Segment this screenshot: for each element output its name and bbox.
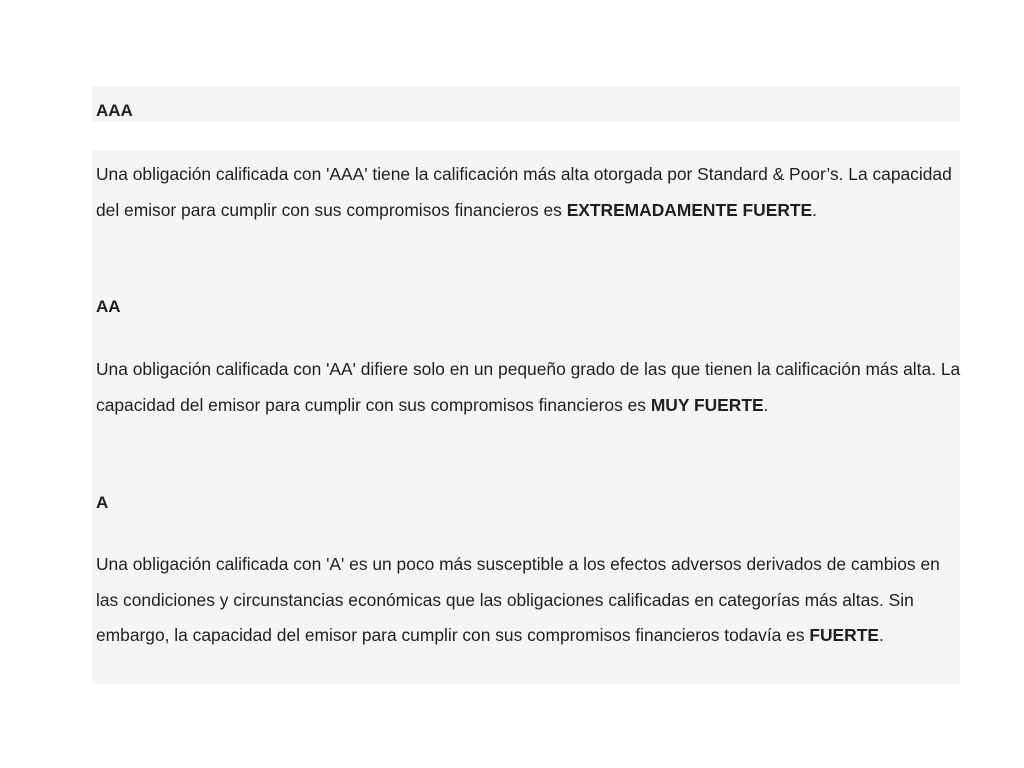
strength-emphasis: MUY FUERTE — [650, 394, 764, 415]
rating-description-a — [96, 547, 966, 654]
rating-description-aaa — [96, 157, 966, 228]
rating-description-aa — [96, 352, 966, 423]
description-text: Una obligación calificada con 'AAA' tiene la calificación más alta otorgada por Standard & Poor’s. La capacidad del emisor para cumplir con sus compromisos financieros es — [96, 164, 952, 220]
heading-band-aaa — [92, 86, 960, 122]
rating-heading-aaa: AAA — [96, 101, 133, 120]
strength-emphasis: FUERTE — [809, 625, 879, 645]
description-text: Una obligación calificada con 'AA' difiere solo en un pequeño grado de las que tienen la calificación más alta. La capacidad del emisor para cumplir con sus compromisos financieros es — [96, 359, 961, 415]
rating-heading-a: A — [96, 493, 109, 512]
rating-heading-aa: AA — [96, 297, 121, 316]
description-period: . — [763, 394, 769, 415]
description-period: . — [878, 625, 884, 645]
description-period: . — [812, 199, 817, 220]
strength-emphasis: EXTREMADAMENTE FUERTE — [566, 199, 813, 220]
description-text: Una obligación calificada con 'A' es un poco más susceptible a los efectos adversos derivados de cambios en las condiciones y circunstancias económicas que las obligaciones calificadas en categorías más altas. Sin embargo, la capacidad del emisor para cumplir con sus compromisos financieros todavía es — [96, 554, 940, 645]
